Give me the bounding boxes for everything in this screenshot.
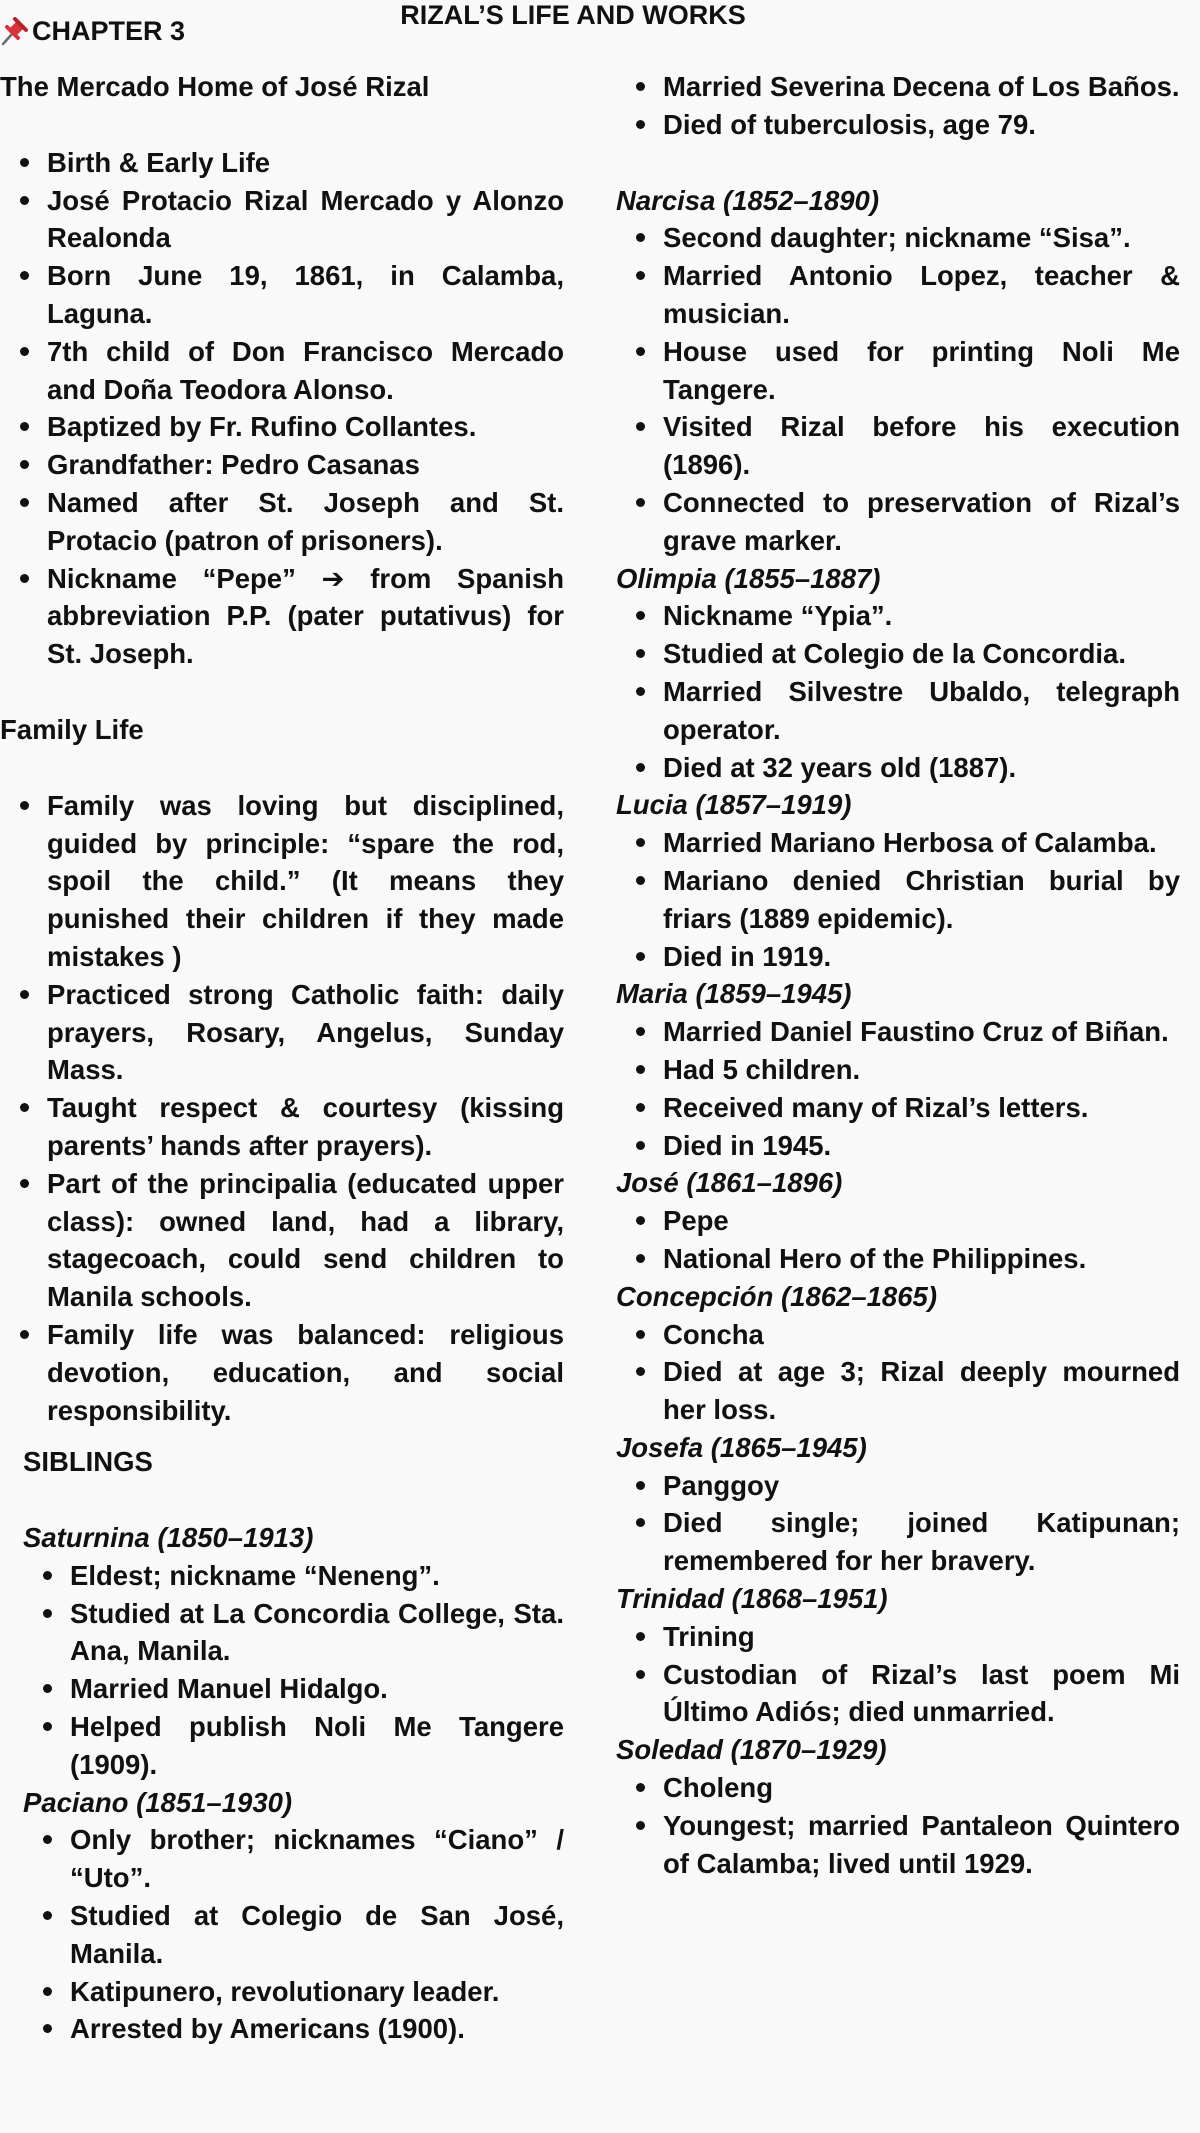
- siblings-section: [0, 1429, 564, 2048]
- sibling-name: Concepción (1862–1865): [616, 1280, 937, 1312]
- sibling-name: Paciano (1851–1930): [23, 1786, 293, 1818]
- paciano-continued-list: [616, 68, 1180, 144]
- sibling-list: [23, 1557, 564, 1784]
- chapter-text: CHAPTER 3: [32, 16, 186, 46]
- list-item: Eldest; nickname “Neneng”.: [23, 1557, 564, 1595]
- spacer: [0, 749, 564, 787]
- page-title: RIZAL’S LIFE AND WORKS: [400, 0, 746, 30]
- list-item: Baptized by Fr. Rufino Collantes.: [0, 408, 564, 446]
- sibling-name: Soledad (1870–1929): [616, 1734, 887, 1766]
- list-item: Birth & Early Life: [0, 144, 564, 182]
- list-item: Taught respect & courtesy (kissing parents’ hands after prayers).: [0, 1089, 564, 1165]
- spacer: [0, 106, 564, 144]
- sibling-list: [616, 1467, 1180, 1580]
- sibling-name: Narcisa (1852–1890): [616, 184, 879, 216]
- sibling-name: Olimpia (1855–1887): [616, 562, 881, 594]
- section-heading-mercado-home: The Mercado Home of José Rizal: [0, 71, 430, 102]
- list-item: Nickname “Pepe” ➔ from Spanish abbreviation P.P. (pater putativus) for St. Joseph.: [0, 560, 564, 673]
- section-heading-siblings: SIBLINGS: [23, 1446, 153, 1478]
- list-item: Studied at Colegio de San José, Manila.: [23, 1897, 564, 1973]
- list-item: Died at 32 years old (1887).: [616, 749, 1180, 787]
- right-column: [616, 68, 1180, 1882]
- list-item: Helped publish Noli Me Tangere (1909).: [23, 1708, 564, 1784]
- list-item: Mariano denied Christian burial by friars (1889 epidemic).: [616, 862, 1180, 938]
- list-item: Arrested by Americans (1900).: [23, 2010, 564, 2048]
- list-item: Died in 1945.: [616, 1127, 1180, 1165]
- list-item: Married Severina Decena of Los Baños.: [616, 68, 1180, 106]
- list-item: Married Manuel Hidalgo.: [23, 1670, 564, 1708]
- list-item: Practiced strong Catholic faith: daily prayers, Rosary, Angelus, Sunday Mass.: [0, 976, 564, 1089]
- list-item: Studied at La Concordia College, Sta. Ana, Manila.: [23, 1595, 564, 1671]
- list-item: Married Mariano Herbosa of Calamba.: [616, 824, 1180, 862]
- list-item: Had 5 children.: [616, 1051, 1180, 1089]
- sibling-list: [616, 1769, 1180, 1882]
- sibling-name: Lucia (1857–1919): [616, 789, 852, 821]
- list-item: National Hero of the Philippines.: [616, 1240, 1180, 1278]
- sibling-name: Trinidad (1868–1951): [616, 1583, 888, 1615]
- list-item: Nickname “Ypia”.: [616, 597, 1180, 635]
- family-life-list: [0, 787, 564, 1430]
- list-item: Choleng: [616, 1769, 1180, 1807]
- list-item: Pepe: [616, 1202, 1180, 1240]
- list-item: Panggoy: [616, 1467, 1180, 1505]
- list-item: Born June 19, 1861, in Calamba, Laguna.: [0, 257, 564, 333]
- sibling-list: [616, 1013, 1180, 1164]
- sibling-list: [616, 219, 1180, 559]
- sibling-name: Josefa (1865–1945): [616, 1431, 867, 1463]
- sibling-name: Maria (1859–1945): [616, 978, 852, 1010]
- sibling-name: Saturnina (1850–1913): [23, 1522, 314, 1554]
- list-item: 7th child of Don Francisco Mercado and Doña Teodora Alonso.: [0, 333, 564, 409]
- list-item: Grandfather: Pedro Casanas: [0, 446, 564, 484]
- spacer: [616, 144, 1180, 182]
- spacer: [0, 673, 564, 711]
- sibling-list: [23, 1821, 564, 2048]
- list-item: Family was loving but disciplined, guided by principle: “spare the rod, spoil the child.” (It means they punished their children if they made mistakes ): [0, 787, 564, 976]
- list-item: Named after St. Joseph and St. Protacio (patron of prisoners).: [0, 484, 564, 560]
- list-item: Family life was balanced: religious devotion, education, and social responsibility.: [0, 1316, 564, 1429]
- sibling-list: [616, 597, 1180, 786]
- sibling-name: José (1861–1896): [616, 1167, 843, 1199]
- list-item: Connected to preservation of Rizal’s grave marker.: [616, 484, 1180, 560]
- list-item: House used for printing Noli Me Tangere.: [616, 333, 1180, 409]
- list-item: Concha: [616, 1316, 1180, 1354]
- list-item: Youngest; married Pantaleon Quintero of Calamba; lived until 1929.: [616, 1807, 1180, 1883]
- list-item: Studied at Colegio de la Concordia.: [616, 635, 1180, 673]
- list-item: Visited Rizal before his execution (1896).: [616, 408, 1180, 484]
- list-item: Married Silvestre Ubaldo, telegraph operator.: [616, 673, 1180, 749]
- list-item: Custodian of Rizal’s last poem Mi Último Adiós; died unmarried.: [616, 1656, 1180, 1732]
- list-item: Received many of Rizal’s letters.: [616, 1089, 1180, 1127]
- sibling-list: [616, 1316, 1180, 1429]
- spacer: [23, 1481, 564, 1519]
- left-column: [0, 68, 564, 2048]
- list-item: José Protacio Rizal Mercado y Alonzo Realonda: [0, 182, 564, 258]
- list-item: Married Antonio Lopez, teacher & musician.: [616, 257, 1180, 333]
- section-heading-family-life: Family Life: [0, 713, 144, 745]
- list-item: Died at age 3; Rizal deeply mourned her loss.: [616, 1353, 1180, 1429]
- list-item: Katipunero, revolutionary leader.: [23, 1973, 564, 2011]
- list-item: Trining: [616, 1618, 1180, 1656]
- sibling-list: [616, 824, 1180, 975]
- list-item: Second daughter; nickname “Sisa”.: [616, 219, 1180, 257]
- sibling-list: [616, 1618, 1180, 1731]
- mercado-home-list: [0, 144, 564, 673]
- list-item: Part of the principalia (educated upper class): owned land, had a library, stagecoach, could send children to Manila schools.: [0, 1165, 564, 1316]
- list-item: Died in 1919.: [616, 938, 1180, 976]
- list-item: Only brother; nicknames “Ciano” / “Uto”.: [23, 1821, 564, 1897]
- list-item: Died single; joined Katipunan; remembered for her bravery.: [616, 1504, 1180, 1580]
- list-item: Married Daniel Faustino Cruz of Biñan.: [616, 1013, 1180, 1051]
- list-item: Died of tuberculosis, age 79.: [616, 106, 1180, 144]
- sibling-list: [616, 1202, 1180, 1278]
